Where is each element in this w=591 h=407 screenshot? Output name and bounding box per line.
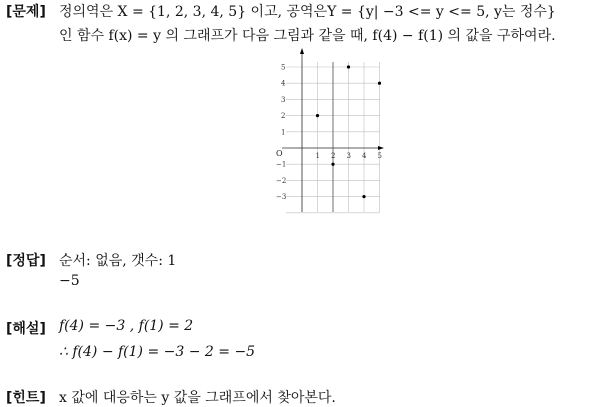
answer-line-1: 순서: 없음, 갯수: 1 bbox=[59, 253, 177, 269]
x-tick-label: 2 bbox=[331, 152, 336, 160]
hint-line-1: x 값에 대응하는 y 값을 그래프에서 찾아본다. bbox=[59, 390, 336, 406]
y-tick-label: 5 bbox=[281, 63, 286, 72]
data-point bbox=[362, 195, 365, 198]
x-tick-label: 3 bbox=[346, 152, 351, 160]
data-point bbox=[378, 82, 381, 85]
x-tick-label: 4 bbox=[362, 152, 367, 160]
problem-line-2: 인 함수 f(x) = y 의 그래프가 다음 그림과 같을 때, f(4) − f(1) 의 값을 구하여라. bbox=[59, 28, 556, 44]
y-tick-label: 2 bbox=[281, 112, 286, 121]
data-point bbox=[347, 65, 350, 68]
y-tick-label: −2 bbox=[276, 176, 287, 185]
data-point bbox=[316, 114, 319, 117]
y-tick-label: −1 bbox=[276, 160, 287, 169]
x-tick-label: 5 bbox=[377, 152, 382, 160]
axes bbox=[282, 48, 384, 212]
hint-tag: [힌트] bbox=[6, 390, 46, 406]
answer-tag: [정답] bbox=[6, 253, 46, 269]
solution-line-2: ∴ f(4) − f(1) = −3 − 2 = −5 bbox=[59, 344, 256, 360]
y-tick-label: 3 bbox=[281, 95, 286, 104]
x-axis-arrow bbox=[378, 146, 384, 150]
answer-value: −5 bbox=[59, 273, 80, 289]
origin-label: O bbox=[276, 149, 283, 158]
x-tick-label: 1 bbox=[315, 152, 320, 160]
problem-line-1: 정의역은 X = {1, 2, 3, 4, 5} 이고, 공역은Y = {y| −3 <= y <= 5, y는 정수} bbox=[59, 4, 556, 20]
y-tick-label: −3 bbox=[276, 193, 287, 202]
solution-tag: [해설] bbox=[6, 321, 46, 337]
solution-line-1: f(4) = −3 , f(1) = 2 bbox=[59, 318, 194, 334]
problem-tag: [문제] bbox=[6, 4, 46, 20]
function-graph bbox=[268, 45, 386, 215]
y-tick-label: 4 bbox=[281, 79, 286, 88]
y-tick-label: 1 bbox=[281, 128, 286, 137]
data-point bbox=[331, 163, 334, 166]
y-axis-arrow bbox=[300, 48, 304, 54]
